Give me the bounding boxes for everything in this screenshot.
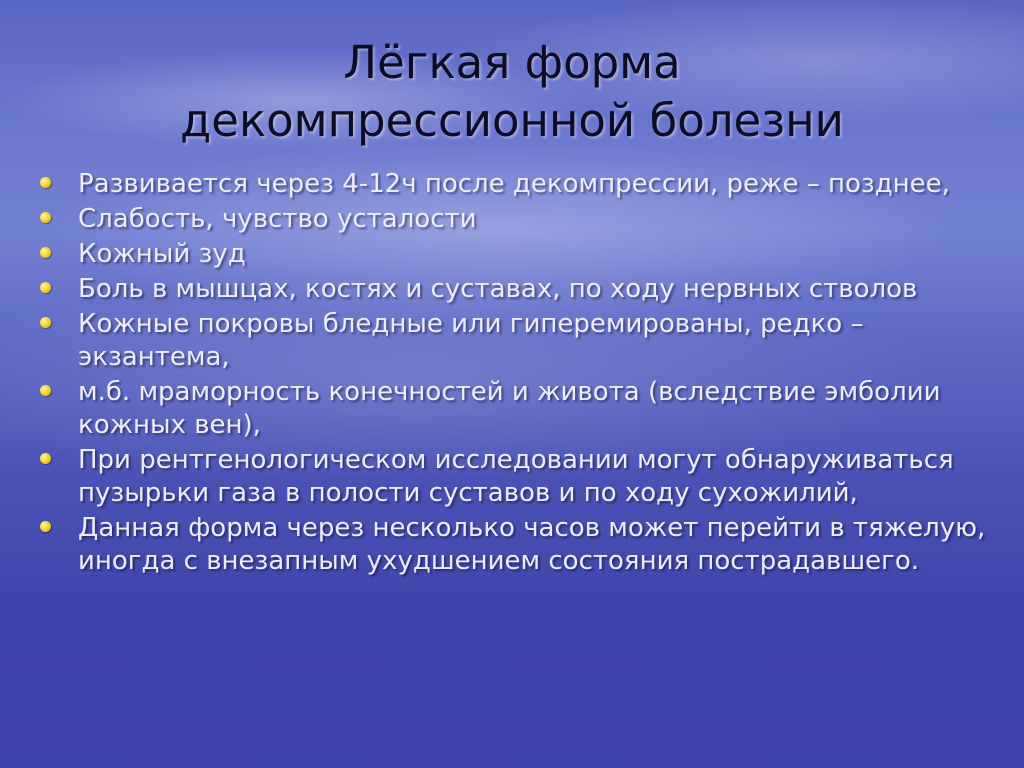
bullet-item — [38, 444, 988, 510]
bullet-dot-icon — [40, 177, 51, 188]
slide-title — [0, 34, 1024, 150]
bullet-item — [38, 273, 988, 306]
bullet-list — [38, 168, 988, 580]
bullet-dot-icon — [40, 212, 51, 223]
title-line-2: декомпрессионной болезни — [180, 94, 844, 147]
bullet-dot-icon — [40, 317, 51, 328]
bullet-text: Кожные покровы бледные или гиперемированы, редко – экзантема, — [78, 309, 864, 372]
bullet-item — [38, 203, 988, 236]
bullet-item — [38, 168, 988, 201]
bullet-text: При рентгенологическом исследовании могут обнаруживаться пузырьки газа в полости суставов и по ходу сухожилий, — [78, 445, 954, 508]
bullet-item — [38, 238, 988, 271]
bullet-dot-icon — [40, 453, 51, 464]
bullet-dot-icon — [40, 247, 51, 258]
bullet-text: Развивается через 4-12ч после декомпрессии, реже – позднее, — [78, 169, 950, 199]
bullet-item — [38, 308, 988, 374]
bullet-item — [38, 376, 988, 442]
bullet-text: Боль в мышцах, костях и суставах, по ходу нервных стволов — [78, 274, 918, 304]
bullet-dot-icon — [40, 521, 51, 532]
bullet-item — [38, 512, 988, 578]
bullet-text: м.б. мраморность конечностей и живота (вследствие эмболии кожных вен), — [78, 377, 941, 440]
bullet-dot-icon — [40, 385, 51, 396]
title-line-1: Лёгкая форма — [343, 36, 681, 89]
bullet-text: Слабость, чувство усталости — [78, 204, 477, 234]
bullet-dot-icon — [40, 282, 51, 293]
bullet-text: Кожный зуд — [78, 239, 246, 269]
bullet-text: Данная форма через несколько часов может перейти в тяжелую, иногда с внезапным ухудшением состояния пострадавшего. — [78, 513, 986, 576]
